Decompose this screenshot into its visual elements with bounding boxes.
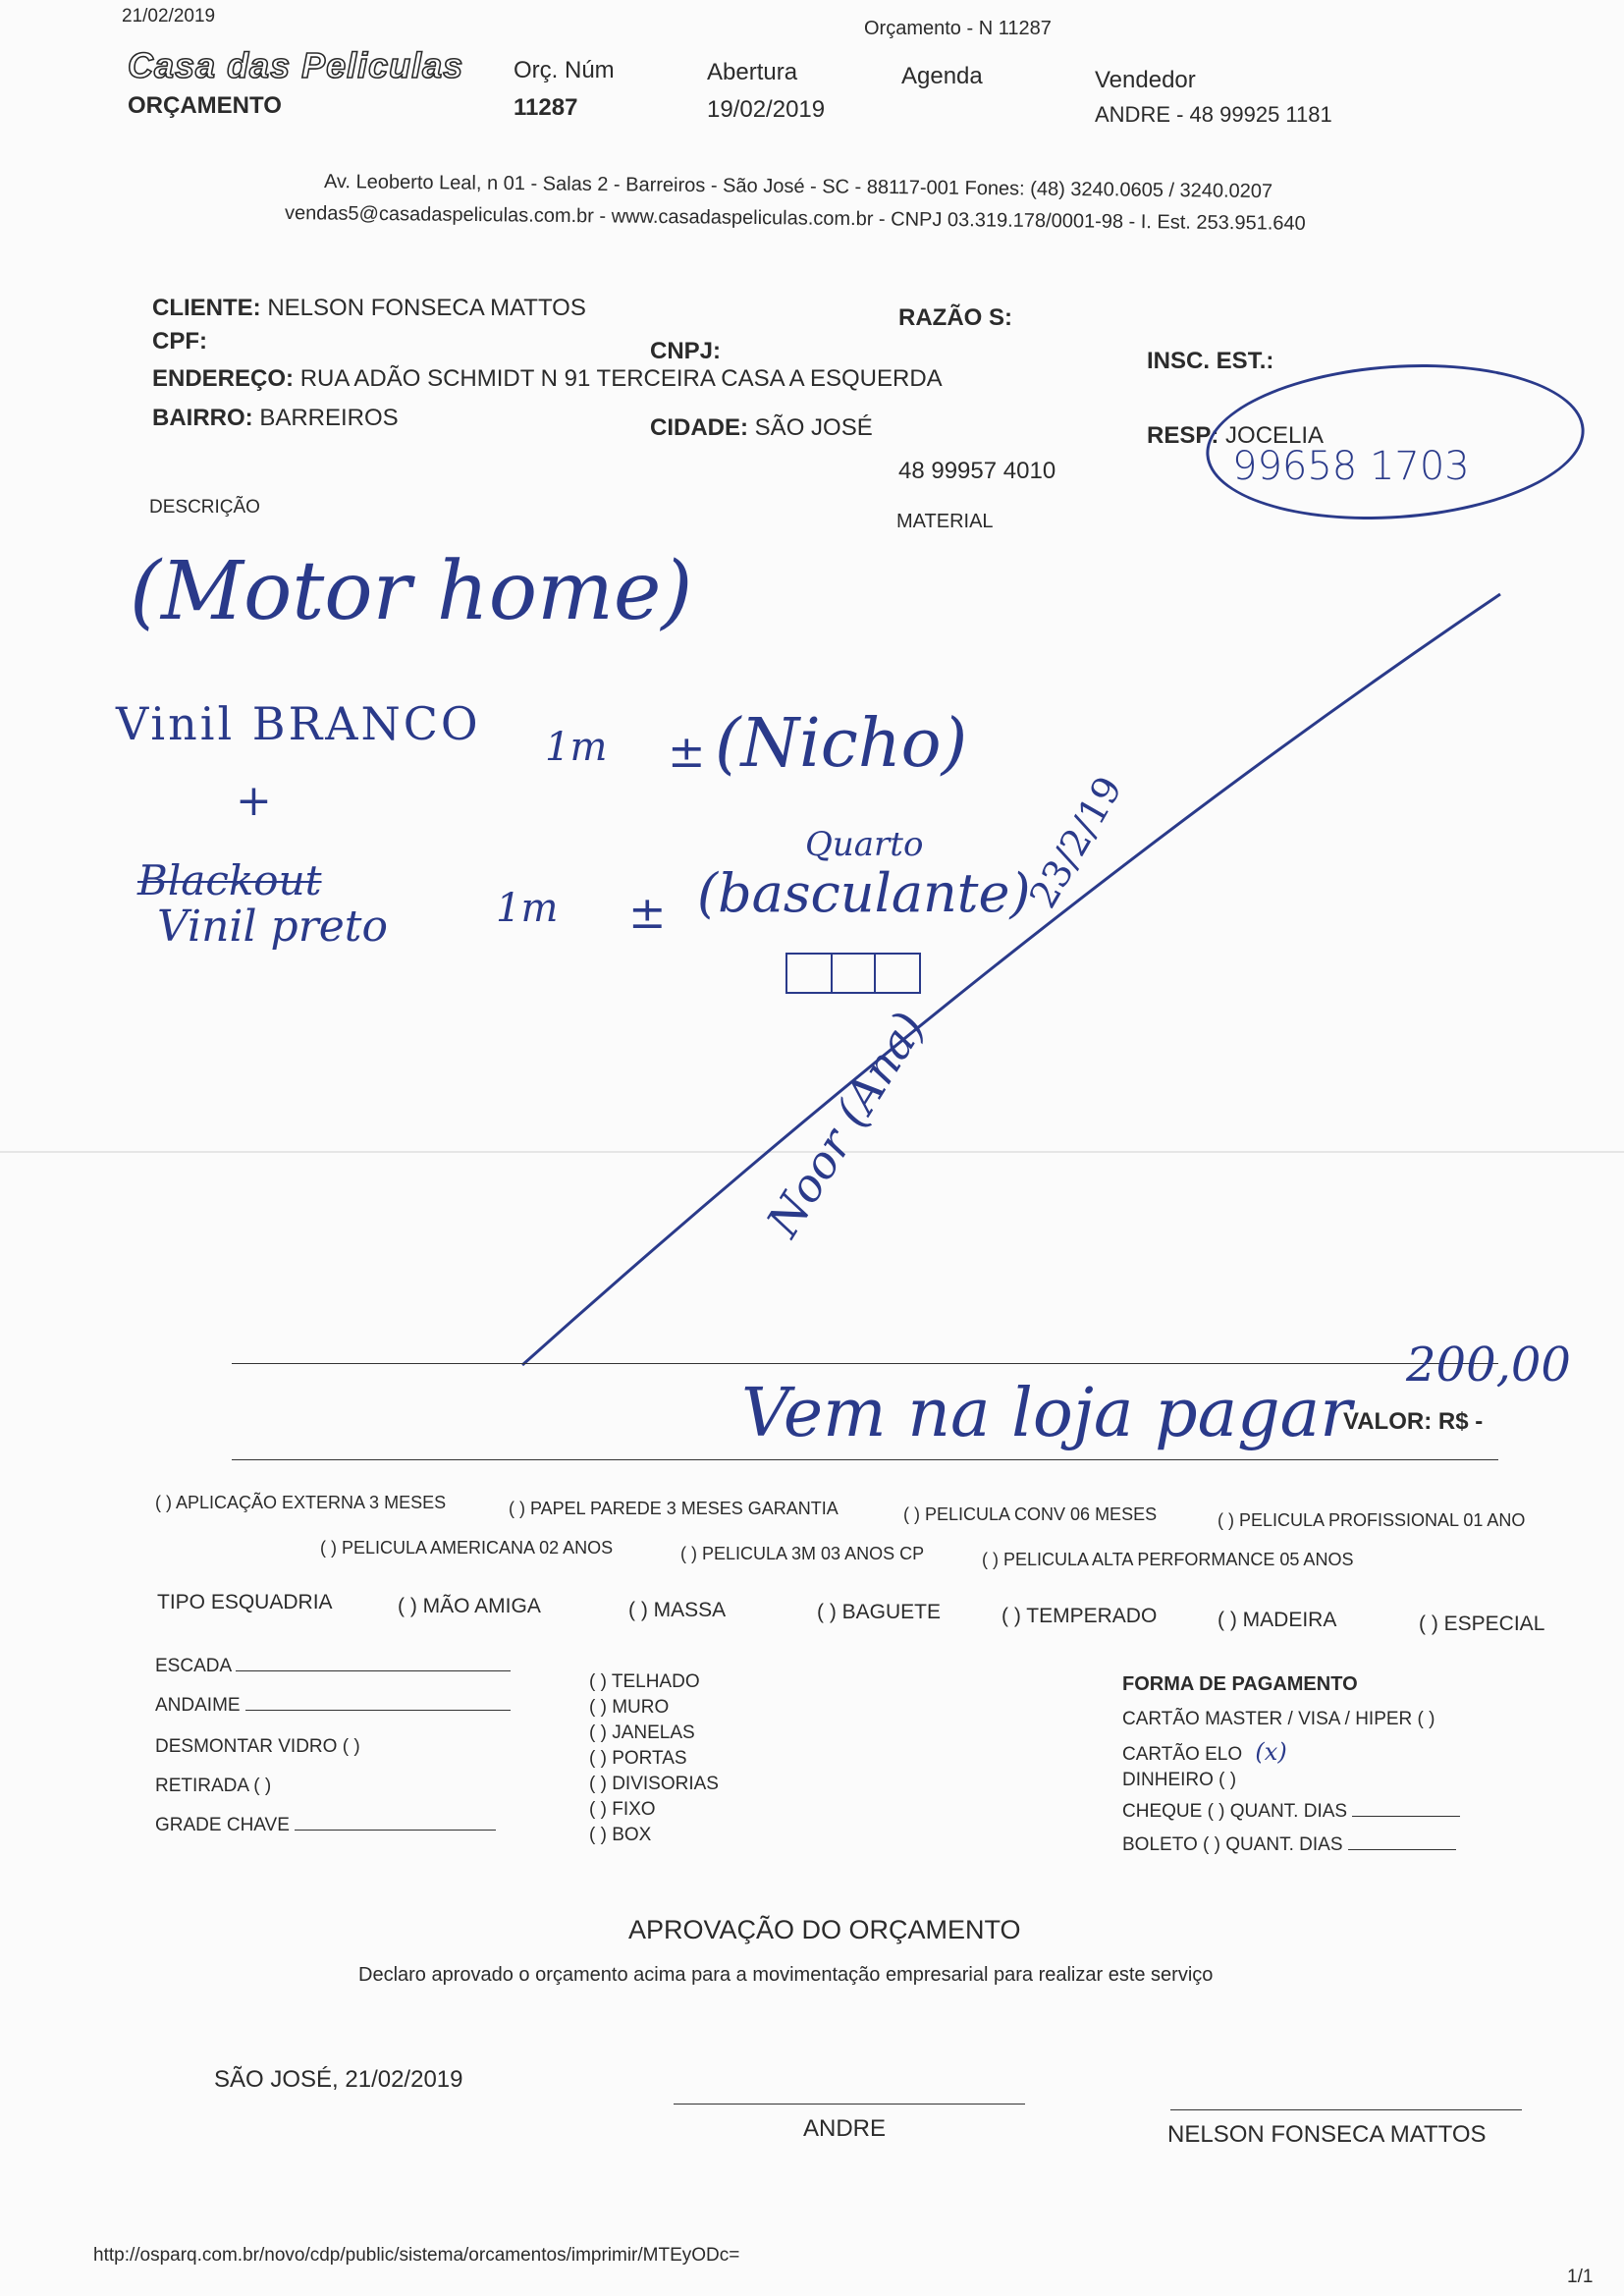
abertura-label: Abertura	[707, 59, 798, 85]
boleto-days-blank[interactable]	[1348, 1848, 1456, 1850]
warranty-7[interactable]: ( ) PELICULA ALTA PERFORMANCE 05 ANOS	[982, 1550, 1354, 1569]
bairro-value: BARREIROS	[259, 405, 399, 431]
esquadria-baguete[interactable]: ( ) BAGUETE	[817, 1601, 942, 1623]
hand-payment-note: Vem na loja pagar	[741, 1375, 1352, 1452]
warranty-5[interactable]: ( ) PELICULA AMERICANA 02 ANOS	[320, 1538, 614, 1558]
escada-blank[interactable]	[236, 1669, 511, 1671]
bairro-label: BAIRRO:	[152, 405, 253, 431]
company-logo: Casa das Peliculas	[128, 45, 464, 85]
footer-page: 1/1	[1567, 2267, 1594, 2287]
print-date: 21/02/2019	[122, 6, 216, 27]
approval-title: APROVAÇÃO DO ORÇAMENTO	[628, 1915, 1021, 1944]
pay-cheque-row[interactable]	[1122, 1801, 1460, 1823]
approval-declaration: Declaro aprovado o orçamento acima para a movimentação empresarial para realizar este serviço	[358, 1964, 1214, 1986]
handwritten-phone: 99658 1703	[1232, 444, 1470, 489]
opt-fixo[interactable]: ( ) FIXO	[589, 1799, 656, 1820]
cidade-value: SÃO JOSÉ	[754, 414, 873, 441]
company-address: Av. Leoberto Leal, n 01 - Salas 2 - Barreiros - São José - SC - 88117-001 Fones: (48) 3240.0605 / 3240.0207	[323, 171, 1273, 203]
warranty-3[interactable]: ( ) PELICULA CONV 06 MESES	[903, 1504, 1158, 1524]
cheque-days-blank[interactable]	[1352, 1815, 1460, 1817]
hand-plus: +	[236, 776, 272, 826]
vendedor-label: Vendedor	[1095, 67, 1196, 93]
cidade-label: CIDADE:	[650, 414, 748, 441]
signature-name-1: ANDRE	[803, 2115, 887, 2142]
razao-label: RAZÃO S:	[898, 304, 1012, 331]
andaime-row	[155, 1695, 511, 1717]
hand-quarto: Quarto	[805, 825, 924, 864]
pay-master[interactable]: CARTÃO MASTER / VISA / HIPER ( )	[1122, 1709, 1435, 1729]
footer-url[interactable]: http://osparq.com.br/novo/cdp/public/sistema/orcamentos/imprimir/MTEyODc=	[93, 2245, 740, 2266]
esquadria-mao-amiga[interactable]: ( ) MÃO AMIGA	[398, 1595, 541, 1617]
pay-dinheiro[interactable]: DINHEIRO ( )	[1122, 1770, 1237, 1790]
opt-box[interactable]: ( ) BOX	[589, 1825, 652, 1845]
signature-line-2	[1170, 2109, 1522, 2110]
agenda-label: Agenda	[901, 63, 983, 89]
insc-est-label: INSC. EST.:	[1147, 348, 1274, 374]
opt-portas[interactable]: ( ) PORTAS	[589, 1748, 687, 1769]
client-phone: 48 99957 4010	[898, 458, 1056, 484]
orc-num-label: Orç. Núm	[514, 57, 615, 83]
esquadria-temperado[interactable]: ( ) TEMPERADO	[1001, 1605, 1158, 1627]
andaime-blank[interactable]	[245, 1709, 511, 1711]
signature-name-2: NELSON FONSECA MATTOS	[1167, 2121, 1487, 2148]
hand-vinil-branco: Vinil BRANCO	[116, 697, 481, 750]
valor-bottom-line	[232, 1459, 1498, 1460]
hand-motorhome: (Motor home)	[130, 545, 693, 638]
pay-boleto-row[interactable]	[1122, 1834, 1456, 1856]
esquadria-label: TIPO ESQUADRIA	[157, 1591, 333, 1613]
warranty-1[interactable]: ( ) APLICAÇÃO EXTERNA 3 MESES	[155, 1493, 447, 1512]
desmontar-vidro[interactable]: DESMONTAR VIDRO ( )	[155, 1736, 360, 1757]
vendedor-value: ANDRE - 48 99925 1181	[1095, 102, 1332, 127]
endereco-label: ENDEREÇO:	[152, 365, 295, 392]
hand-struck-blackout: Blackout	[137, 856, 322, 904]
hand-qty-1: 1m	[545, 725, 608, 770]
andaime-label: ANDAIME	[155, 1695, 241, 1716]
retirada[interactable]: RETIRADA ( )	[155, 1776, 272, 1796]
abertura-value: 19/02/2019	[707, 96, 826, 123]
hand-diagonal-date: 23/2/19	[1021, 769, 1131, 915]
pay-cheque-label: CHEQUE ( ) QUANT. DIAS	[1122, 1801, 1348, 1822]
opt-telhado[interactable]: ( ) TELHADO	[589, 1671, 700, 1692]
escada-row	[155, 1656, 511, 1677]
pay-elo-label: CARTÃO ELO	[1122, 1744, 1243, 1765]
hand-pm-1: ±	[668, 725, 706, 778]
valor-label: VALOR: R$ -	[1343, 1408, 1484, 1435]
descricao-label: DESCRIÇÃO	[149, 497, 260, 518]
approval-place-date: SÃO JOSÉ, 21/02/2019	[214, 2066, 463, 2093]
cnpj-label: CNPJ:	[650, 338, 722, 364]
resp-value: JOCELIA	[1225, 422, 1325, 449]
hand-vinil-preto: Vinil preto	[157, 902, 388, 952]
grade-chave-blank[interactable]	[295, 1829, 496, 1831]
pay-boleto-label: BOLETO ( ) QUANT. DIAS	[1122, 1834, 1343, 1855]
company-contact: vendas5@casadaspeliculas.com.br - www.casadaspeliculas.com.br - CNPJ 03.319.178/0001-98 - I. Est. 253.951.640	[284, 202, 1306, 235]
orcamento-reference: Orçamento - N 11287	[864, 18, 1052, 39]
opt-muro[interactable]: ( ) MURO	[589, 1697, 670, 1718]
signature-line-1	[674, 2104, 1025, 2105]
opt-divisorias[interactable]: ( ) DIVISORIAS	[589, 1774, 719, 1794]
hand-diagonal-name: Noor (Ana)	[756, 1002, 936, 1246]
warranty-4[interactable]: ( ) PELICULA PROFISSIONAL 01 ANO	[1218, 1510, 1526, 1530]
cliente-value: NELSON FONSECA MATTOS	[267, 295, 586, 321]
payment-title: FORMA DE PAGAMENTO	[1122, 1673, 1358, 1695]
warranty-6[interactable]: ( ) PELICULA 3M 03 ANOS CP	[680, 1544, 925, 1563]
endereco-value: RUA ADÃO SCHMIDT N 91 TERCEIRA CASA A ESQUERDA	[299, 365, 943, 392]
hand-qty-2: 1m	[496, 886, 559, 931]
orc-num-value: 11287	[514, 94, 578, 121]
document-title: ORÇAMENTO	[128, 92, 282, 119]
warranty-2[interactable]: ( ) PAPEL PAREDE 3 MESES GARANTIA	[509, 1499, 839, 1518]
hand-pm-2: ±	[628, 886, 667, 939]
esquadria-madeira[interactable]: ( ) MADEIRA	[1218, 1609, 1337, 1631]
esquadria-especial[interactable]: ( ) ESPECIAL	[1419, 1613, 1545, 1635]
resp-label: RESP:	[1147, 422, 1219, 449]
escada-label: ESCADA	[155, 1656, 232, 1676]
grade-chave-label: GRADE CHAVE	[155, 1815, 290, 1835]
hand-nicho: (Nicho)	[715, 705, 968, 783]
pay-elo-checkmark: (x)	[1255, 1738, 1287, 1766]
cliente-label: CLIENTE:	[152, 295, 261, 321]
material-label: MATERIAL	[896, 511, 994, 532]
cpf-label: CPF:	[152, 328, 207, 355]
esquadria-massa[interactable]: ( ) MASSA	[628, 1599, 727, 1621]
valor-top-line	[232, 1363, 1498, 1364]
grade-chave-row	[155, 1815, 496, 1836]
hand-basculante: (basculante)	[697, 862, 1031, 924]
pay-elo-row[interactable]	[1122, 1738, 1287, 1766]
hand-amount: 200,00	[1406, 1338, 1571, 1393]
opt-janelas[interactable]: ( ) JANELAS	[589, 1722, 695, 1743]
